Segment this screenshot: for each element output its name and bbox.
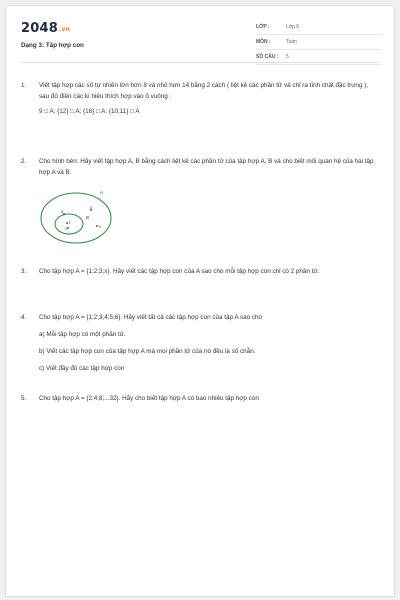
question-number: 3. (21, 268, 27, 275)
header-divider (21, 62, 379, 63)
venn-diagram (40, 186, 114, 246)
question-number: 2. (21, 158, 27, 165)
meta-label: MÔN : (256, 39, 271, 45)
meta-row-class (256, 20, 382, 35)
page-title: Dạng 3: Tập hợp con (21, 42, 84, 49)
question-part-c: c) Viết đầy đủ các tập hợp con (39, 365, 125, 372)
meta-label: SỐ CÂU : (256, 54, 279, 60)
question-text: Viết tập hợp các số tự nhiên lớn hơn 8 và nhỏ hơn 14 bằng 2 cách ( liệt kê các phần tử và chỉ ra tính chất đặc trưng ), sau đó điền các kí hiệu thích hợp vào ô vuông : (39, 82, 369, 100)
question-part-b: b) Viết các tập hợp con của tập hợp A mà mọi phần tử của nó đều là số chẵn. (39, 348, 256, 355)
question-4 (15, 312, 377, 374)
question-2 (15, 156, 377, 178)
question-1 (15, 80, 377, 117)
question-text: Cho tập hợp A = {1;2;3;4;5;6}. Hãy viết tất cả các tập hợp con của tập A sao cho (39, 314, 263, 321)
question-symbols-line: 9 □ A; {12} □ A; {16} □ A; {10;11} □ A (39, 108, 140, 115)
meta-row-subject (256, 35, 382, 50)
element-label: 4 (90, 205, 93, 210)
set-a-label: A (100, 190, 104, 195)
set-b-label: B (86, 215, 90, 220)
set-a-ellipse (41, 193, 111, 243)
question-text: Cho hình bên: Hãy viết tập hợp A, B bằng cách liệt kê các phần tử của tập hợp A, B và cho biết mối quan hệ của hai tập hợp A và B. (39, 158, 374, 176)
meta-label: LỚP : (256, 24, 270, 30)
element-label: 3 (98, 224, 101, 229)
worksheet-meta (256, 20, 382, 65)
meta-value: 5 (286, 54, 289, 60)
question-text: Cho tập hợp A = {1;2;3;x}. Hãy viết các tập hợp con của A sao cho mỗi tập hợp con chỉ có 2 phần tử. (39, 268, 320, 275)
question-text: Cho tập hợp A = {2;4;8;...32}. Hãy cho biết tập hợp A có bao nhiêu tập hợp con (39, 395, 259, 402)
question-5 (15, 393, 377, 404)
logo-text: 2048 (21, 21, 58, 36)
question-number: 5. (21, 395, 27, 402)
element-dot (67, 227, 69, 229)
element-dot (63, 213, 65, 215)
site-logo[interactable] (21, 21, 70, 36)
question-part-a: a) Mỗi tập hợp có một phần tử. (39, 331, 126, 338)
meta-value: Lớp 6 (286, 24, 300, 30)
meta-value: Toán (286, 39, 297, 45)
element-label: 2 (65, 226, 68, 231)
question-3 (15, 266, 377, 277)
logo-suffix: .vn (58, 26, 71, 33)
element-label: 5 (61, 209, 64, 214)
element-label: 1 (68, 219, 71, 225)
question-number: 1. (21, 82, 27, 89)
question-number: 4. (21, 314, 27, 321)
